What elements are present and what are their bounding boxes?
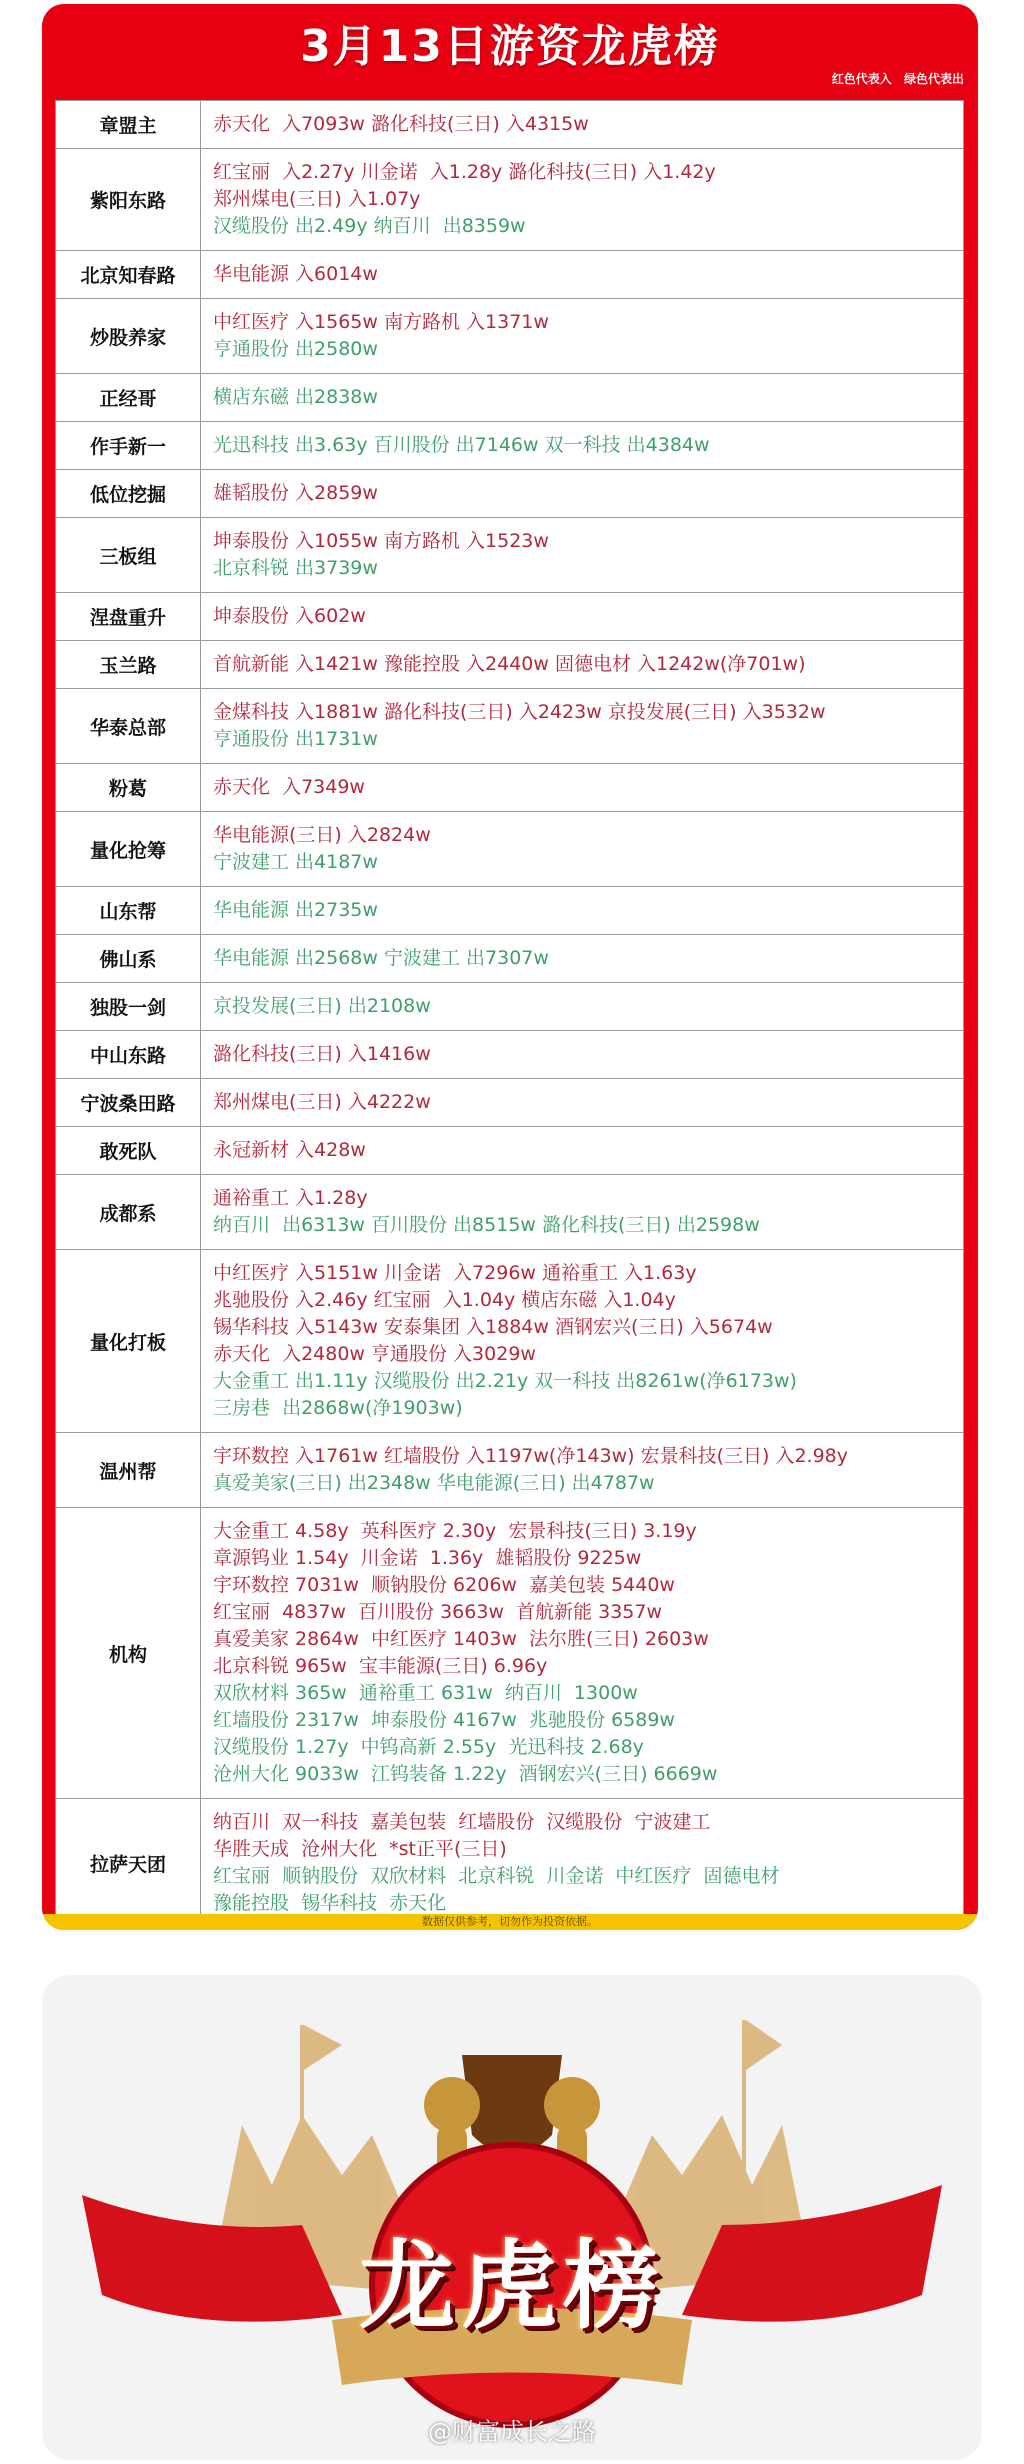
author-watermark: @财富成长之路 (428, 2418, 596, 2446)
buy-entry: 雄韬股份 入2859w (213, 482, 378, 504)
sell-entry: 双欣材料 365w 通裕重工 631w 纳百川 1300w (213, 1682, 638, 1704)
table-row (56, 149, 964, 251)
trade-list (201, 1250, 964, 1433)
sell-entry: 光迅科技 出3.63y 百川股份 出7146w 双一科技 出4384w (213, 434, 710, 456)
trade-list (201, 374, 964, 422)
table-row (56, 374, 964, 422)
trader-name: 低位挖掘 (56, 470, 201, 518)
table-row (56, 593, 964, 641)
trade-list (201, 887, 964, 935)
buy-entry: 首航新能 入1421w 豫能控股 入2440w 固德电材 入1242w(净701w) (213, 653, 806, 675)
table-row (56, 101, 964, 149)
disclaimer: 数据仅供参考，切勿作为投资依据。 (42, 1914, 978, 1930)
trade-list (201, 1433, 964, 1508)
trade-list (201, 149, 964, 251)
table-row (56, 1508, 964, 1799)
table-row (56, 1175, 964, 1250)
buy-entry: 兆驰股份 入2.46y 红宝丽 入1.04y 横店东磁 入1.04y (213, 1289, 676, 1311)
trader-name: 成都系 (56, 1175, 201, 1250)
table-row (56, 935, 964, 983)
table-row (56, 689, 964, 764)
sell-entry: 京投发展(三日) 出2108w (213, 995, 431, 1017)
sell-entry: 宁波建工 出4187w (213, 851, 378, 873)
table-row (56, 518, 964, 593)
buy-entry: 宇环数控 7031w 顺钠股份 6206w 嘉美包装 5440w (213, 1574, 675, 1596)
trader-name: 温州帮 (56, 1433, 201, 1508)
trade-list (201, 1508, 964, 1799)
trader-name: 正经哥 (56, 374, 201, 422)
trade-list (201, 101, 964, 149)
page-title: 3月13日游资龙虎榜 (300, 21, 720, 72)
trader-name: 作手新一 (56, 422, 201, 470)
buy-entry: 潞化科技(三日) 入1416w (213, 1043, 431, 1065)
buy-entry: 郑州煤电(三日) 入4222w (213, 1091, 431, 1113)
trade-list (201, 1799, 964, 1928)
sell-entry: 红墙股份 2317w 坤泰股份 4167w 兆驰股份 6589w (213, 1709, 675, 1731)
sell-entry: 亨通股份 出1731w (213, 728, 378, 750)
table-row (56, 1031, 964, 1079)
trade-list (201, 422, 964, 470)
trader-name: 玉兰路 (56, 641, 201, 689)
table-row (56, 641, 964, 689)
buy-entry: 郑州煤电(三日) 入1.07y (213, 188, 421, 210)
sell-entry: 红宝丽 顺钠股份 双欣材料 北京科锐 川金诺 中红医疗 固德电材 (213, 1865, 780, 1887)
sell-entry: 亨通股份 出2580w (213, 338, 378, 360)
trader-name: 三板组 (56, 518, 201, 593)
table-row (56, 887, 964, 935)
sell-entry: 横店东磁 出2838w (213, 386, 378, 408)
legend-in: 红色代表入 (831, 72, 892, 86)
trade-list (201, 689, 964, 764)
trader-name: 独股一剑 (56, 983, 201, 1031)
buy-entry: 永冠新材 入428w (213, 1139, 366, 1161)
trade-list (201, 764, 964, 812)
sell-entry: 汉缆股份 1.27y 中钨高新 2.55y 光迅科技 2.68y (213, 1736, 644, 1758)
trader-name: 炒股养家 (56, 299, 201, 374)
buy-entry: 通裕重工 入1.28y (213, 1187, 368, 1209)
trade-list (201, 1175, 964, 1250)
table-row (56, 422, 964, 470)
brand-logo-text: 龙虎榜 (359, 2230, 665, 2342)
trader-name: 紫阳东路 (56, 149, 201, 251)
trade-list (201, 251, 964, 299)
buy-entry: 坤泰股份 入1055w 南方路机 入1523w (213, 530, 549, 552)
trader-name: 佛山系 (56, 935, 201, 983)
trader-name: 粉葛 (56, 764, 201, 812)
buy-entry: 赤天化 入7093w 潞化科技(三日) 入4315w (213, 113, 589, 135)
table-row (56, 470, 964, 518)
color-legend (824, 70, 964, 87)
trade-list (201, 518, 964, 593)
buy-entry: 红宝丽 4837w 百川股份 3663w 首航新能 3357w (213, 1601, 662, 1623)
trader-name: 北京知春路 (56, 251, 201, 299)
sell-entry: 大金重工 出1.11y 汉缆股份 出2.21y 双一科技 出8261w(净6173w) (213, 1370, 797, 1392)
table-row (56, 983, 964, 1031)
buy-entry: 赤天化 入2480w 亨通股份 入3029w (213, 1343, 536, 1365)
sell-entry: 华电能源 出2568w 宁波建工 出7307w (213, 947, 549, 969)
trade-list (201, 935, 964, 983)
buy-entry: 章源钨业 1.54y 川金诺 1.36y 雄韬股份 9225w (213, 1547, 642, 1569)
trade-list (201, 470, 964, 518)
table-row (56, 251, 964, 299)
trader-name: 涅盘重升 (56, 593, 201, 641)
trader-name: 中山东路 (56, 1031, 201, 1079)
trader-name: 机构 (56, 1508, 201, 1799)
buy-entry: 赤天化 入7349w (213, 776, 365, 798)
trader-name: 华泰总部 (56, 689, 201, 764)
trade-list (201, 983, 964, 1031)
table-row (56, 1127, 964, 1175)
trader-name: 量化打板 (56, 1250, 201, 1433)
table-row (56, 812, 964, 887)
buy-entry: 红宝丽 入2.27y 川金诺 入1.28y 潞化科技(三日) 入1.42y (213, 161, 716, 183)
sell-entry: 汉缆股份 出2.49y 纳百川 出8359w (213, 215, 526, 237)
legend-out: 绿色代表出 (903, 72, 964, 86)
table-row (56, 1250, 964, 1433)
table-row (56, 1433, 964, 1508)
trader-name: 量化抢筹 (56, 812, 201, 887)
table-row (56, 1079, 964, 1127)
sell-entry: 豫能控股 锡华科技 赤天化 (213, 1892, 447, 1914)
buy-entry: 金煤科技 入1881w 潞化科技(三日) 入2423w 京投发展(三日) 入3532w (213, 701, 826, 723)
table-row (56, 764, 964, 812)
buy-entry: 坤泰股份 入602w (213, 605, 366, 627)
trader-name: 敢死队 (56, 1127, 201, 1175)
buy-entry: 宇环数控 入1761w 红墙股份 入1197w(净143w) 宏景科技(三日) 入2.98y (213, 1445, 848, 1467)
buy-entry: 中红医疗 入1565w 南方路机 入1371w (213, 311, 549, 333)
buy-entry: 华胜天成 沧州大化 *st正平(三日) (213, 1838, 507, 1860)
sell-entry: 三房巷 出2868w(净1903w) (213, 1397, 463, 1419)
trader-name: 章盟主 (56, 101, 201, 149)
buy-entry: 华电能源(三日) 入2824w (213, 824, 431, 846)
trade-list (201, 299, 964, 374)
trader-name: 拉萨天团 (56, 1799, 201, 1928)
trade-list (201, 1031, 964, 1079)
trader-table (55, 100, 964, 1928)
trade-list (201, 1079, 964, 1127)
trader-name: 山东帮 (56, 887, 201, 935)
dragon-tiger-list-card (42, 4, 978, 1930)
buy-entry: 大金重工 4.58y 英科医疗 2.30y 宏景科技(三日) 3.19y (213, 1520, 697, 1542)
trade-list (201, 1127, 964, 1175)
buy-entry: 华电能源 入6014w (213, 263, 378, 285)
table-row (56, 1799, 964, 1928)
trade-list (201, 641, 964, 689)
trader-name: 宁波桑田路 (56, 1079, 201, 1127)
buy-entry: 真爱美家 2864w 中红医疗 1403w 法尔胜(三日) 2603w (213, 1628, 709, 1650)
dragon-tiger-banner (42, 1975, 982, 2460)
trade-list (201, 812, 964, 887)
trade-list (201, 593, 964, 641)
sell-entry: 沧州大化 9033w 江钨装备 1.22y 酒钢宏兴(三日) 6669w (213, 1763, 718, 1785)
buy-entry: 纳百川 双一科技 嘉美包装 红墙股份 汉缆股份 宁波建工 (213, 1811, 711, 1833)
buy-entry: 锡华科技 入5143w 安泰集团 入1884w 酒钢宏兴(三日) 入5674w (213, 1316, 773, 1338)
sell-entry: 华电能源 出2735w (213, 899, 378, 921)
sell-entry: 真爱美家(三日) 出2348w 华电能源(三日) 出4787w (213, 1472, 655, 1494)
buy-entry: 北京科锐 965w 宝丰能源(三日) 6.96y (213, 1655, 548, 1677)
sell-entry: 北京科锐 出3739w (213, 557, 378, 579)
sell-entry: 纳百川 出6313w 百川股份 出8515w 潞化科技(三日) 出2598w (213, 1214, 760, 1236)
buy-entry: 中红医疗 入5151w 川金诺 入7296w 通裕重工 入1.63y (213, 1262, 697, 1284)
table-row (56, 299, 964, 374)
